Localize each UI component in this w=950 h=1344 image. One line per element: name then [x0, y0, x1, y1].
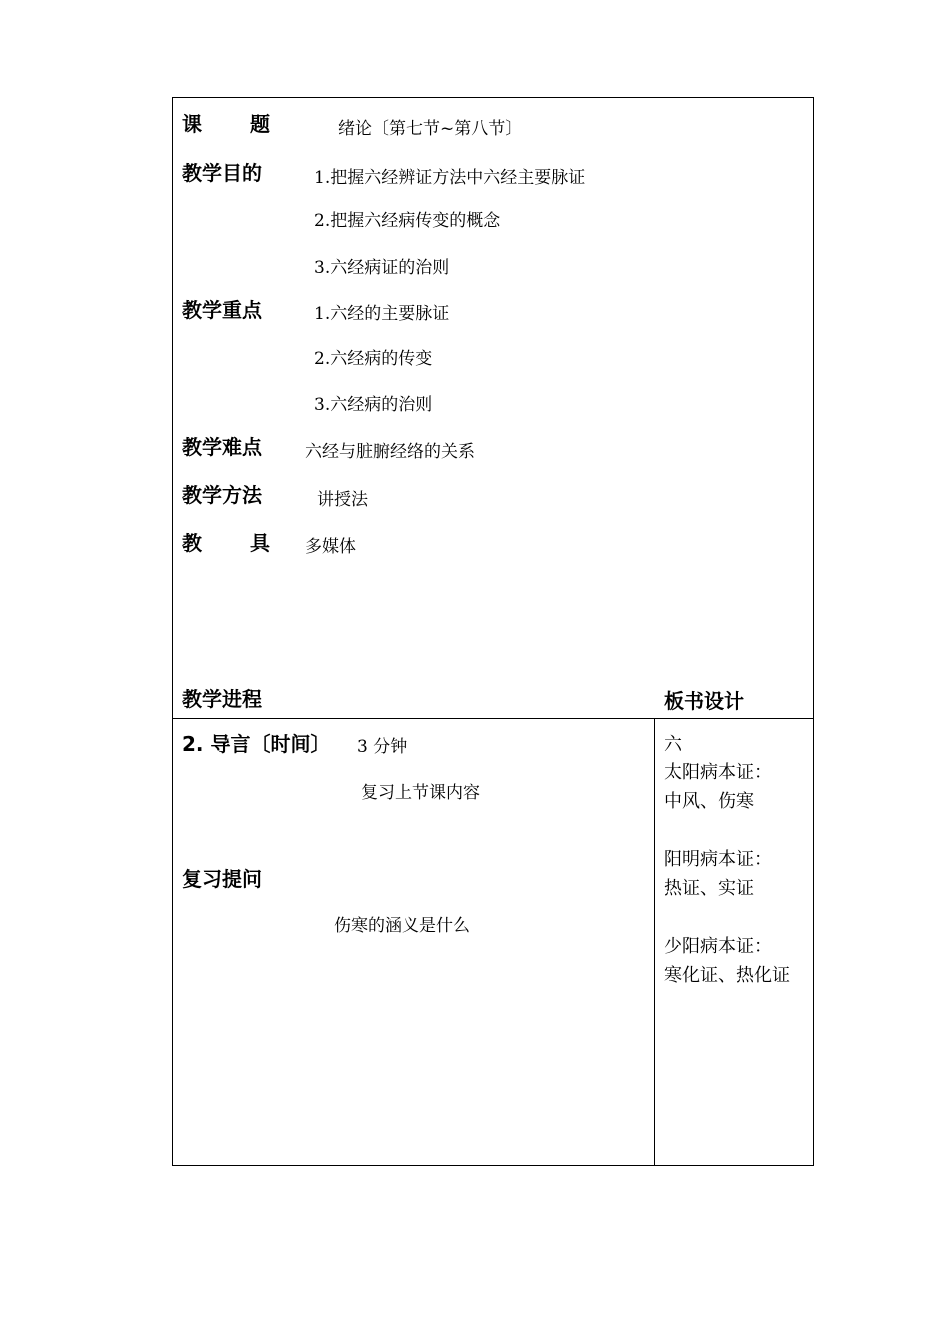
lesson-plan-table	[172, 97, 814, 1166]
process-header: 教学进程	[182, 687, 262, 711]
method-label: 教学方法	[182, 483, 262, 507]
tools-value: 多媒体	[305, 537, 356, 557]
method-value: 讲授法	[317, 490, 368, 510]
difficulty-label: 教学难点	[182, 435, 262, 459]
table-divider-vertical	[654, 718, 655, 1166]
board-title: 六	[664, 734, 682, 755]
key-point-item: 2.六经病的传变	[314, 349, 433, 369]
objective-item: 2.把握六经病传变的概念	[314, 211, 501, 231]
board-item-name: 阳明病本证：	[664, 849, 772, 870]
topic-value: 绪论〔第七节~第八节〕	[338, 119, 523, 139]
review-label: 复习提问	[182, 867, 262, 891]
key-points-label: 教学重点	[182, 298, 262, 322]
key-point-item: 3.六经病的治则	[314, 395, 433, 415]
board-item-detail: 寒化证、热化证	[664, 965, 790, 986]
board-item-detail: 热证、实证	[664, 878, 754, 899]
board-item-detail: 中风、伤寒	[664, 791, 754, 812]
key-point-item: 1.六经的主要脉证	[314, 304, 450, 324]
objective-item: 1.把握六经辨证方法中六经主要脉证	[314, 168, 586, 188]
review-question: 伤寒的涵义是什么	[334, 916, 470, 936]
intro-label: 2. 导言〔时间〕	[182, 732, 331, 756]
objectives-label: 教学目的	[182, 161, 262, 185]
intro-content: 复习上节课内容	[361, 783, 480, 803]
topic-label: 课 题	[182, 112, 270, 136]
tools-label: 教 具	[182, 531, 270, 555]
board-item-name: 少阳病本证：	[664, 936, 772, 957]
objective-item: 3.六经病证的治则	[314, 258, 450, 278]
intro-time: 3 分钟	[357, 737, 408, 757]
table-divider-horizontal	[172, 718, 814, 719]
board-header: 板书设计	[664, 689, 744, 713]
difficulty-value: 六经与脏腑经络的关系	[305, 442, 475, 462]
board-item-name: 太阳病本证：	[664, 762, 772, 783]
